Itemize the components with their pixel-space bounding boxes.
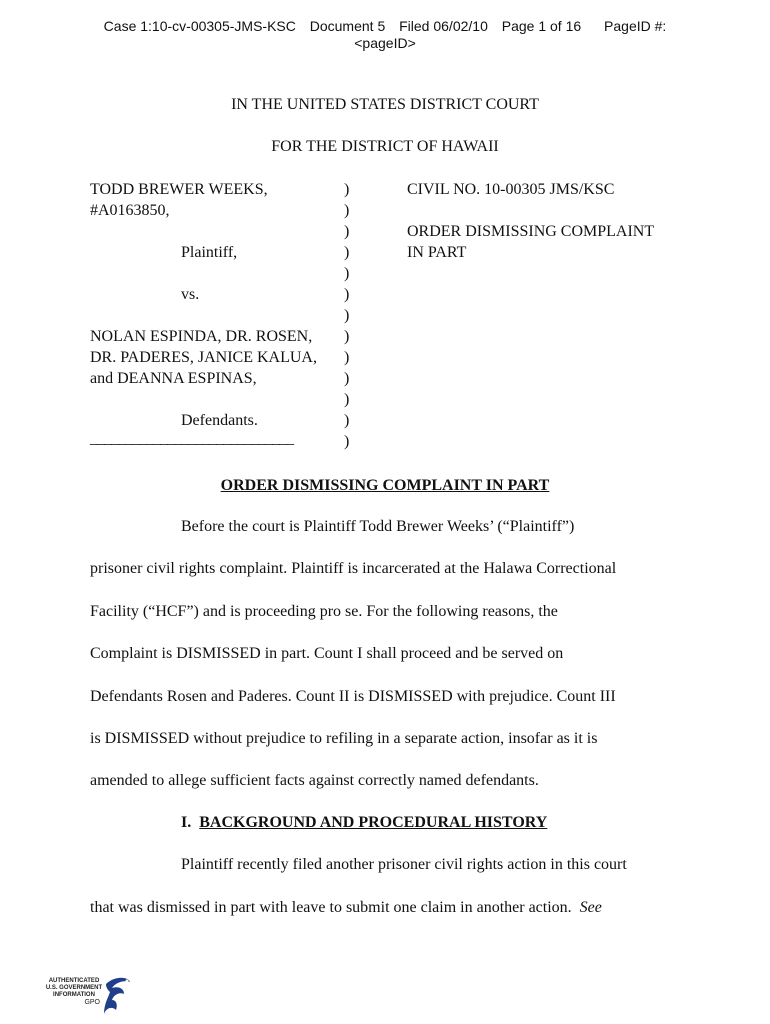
body-line: prisoner civil rights complaint. Plaintiff is incarcerated at the Halawa Correctional	[90, 560, 617, 577]
versus: vs.	[181, 286, 200, 303]
caption-paren: )	[344, 307, 350, 324]
caption-paren: )	[344, 181, 350, 198]
gpo-logo-line: INFORMATION	[53, 992, 95, 998]
document-header	[0, 18, 770, 52]
order-heading: ORDER DISMISSING COMPLAINT IN PART	[220, 477, 550, 494]
order-title-line-1: ORDER DISMISSING COMPLAINT	[407, 223, 655, 240]
caption-paren: )	[344, 286, 350, 303]
pageid-value: <pageID>	[354, 35, 416, 51]
defendants-line-3: and DEANNA ESPINAS,	[90, 370, 257, 387]
eagle-icon	[100, 974, 134, 1018]
caption-paren: )	[344, 349, 350, 366]
body-line: Defendants Rosen and Paderes. Count II is DISMISSED with prejudice. Count III	[90, 688, 616, 705]
filed-date: Filed 06/02/10	[399, 18, 488, 34]
caption-paren: )	[344, 391, 350, 408]
order-title-line-2: IN PART	[407, 244, 467, 261]
pageid-label: PageID #:	[604, 18, 667, 34]
defendants-line-1: NOLAN ESPINDA, DR. ROSEN,	[90, 328, 313, 345]
plaintiff-role: Plaintiff,	[181, 244, 238, 261]
caption-paren: )	[344, 202, 350, 219]
defendants-role: Defendants.	[181, 412, 258, 429]
header-line	[0, 18, 770, 35]
gpo-logo-line: GPO	[84, 999, 100, 1006]
section-title: BACKGROUND AND PROCEDURAL HISTORY	[199, 814, 548, 831]
page-indicator: Page 1 of 16	[501, 18, 582, 34]
see-signal: See	[579, 899, 602, 916]
caption-paren: )	[344, 223, 350, 240]
gpo-logo-text	[44, 978, 104, 1006]
body-line: is DISMISSED without prejudice to refiling in a separate action, insofar as it is	[90, 730, 598, 747]
civil-number: CIVIL NO. 10-00305 JMS/KSC	[407, 181, 615, 198]
gpo-logo-line: U.S. GOVERNMENT	[45, 985, 103, 991]
caption-paren: )	[344, 412, 350, 429]
section-number: I.	[181, 814, 192, 831]
section-heading	[181, 814, 547, 832]
section-line: Plaintiff recently filed another prisoner civil rights action in this court	[181, 856, 627, 873]
section-line	[90, 899, 602, 917]
court-district: FOR THE DISTRICT OF HAWAII	[271, 138, 499, 155]
caption-paren: )	[344, 244, 350, 261]
gpo-authentication-logo	[44, 974, 134, 1018]
section-line-text: that was dismissed in part with leave to submit one claim in another action.	[90, 899, 572, 916]
document-number: Document 5	[309, 18, 386, 34]
caption-paren: )	[344, 328, 350, 345]
gpo-logo-line: AUTHENTICATED	[48, 978, 100, 984]
caption-paren: )	[344, 433, 350, 450]
court-name: IN THE UNITED STATES DISTRICT COURT	[231, 96, 539, 113]
caption-paren: )	[344, 370, 350, 387]
case-number: Case 1:10-cv-00305-JMS-KSC	[103, 18, 296, 34]
body-line: Facility (“HCF”) and is proceeding pro se. For the following reasons, the	[90, 603, 558, 620]
body-line: Before the court is Plaintiff Todd Brewer Weeks’ (“Plaintiff”)	[181, 518, 575, 535]
plaintiff-name: TODD BREWER WEEKS,	[90, 181, 268, 198]
signature-line: _____________________________	[90, 430, 293, 447]
body-line: Complaint is DISMISSED in part. Count I shall proceed and be served on	[90, 645, 564, 662]
caption-paren: )	[344, 265, 350, 282]
plaintiff-number: #A0163850,	[90, 202, 170, 219]
defendants-line-2: DR. PADERES, JANICE KALUA,	[90, 349, 317, 366]
body-line: amended to allege sufficient facts against correctly named defendants.	[90, 772, 539, 789]
